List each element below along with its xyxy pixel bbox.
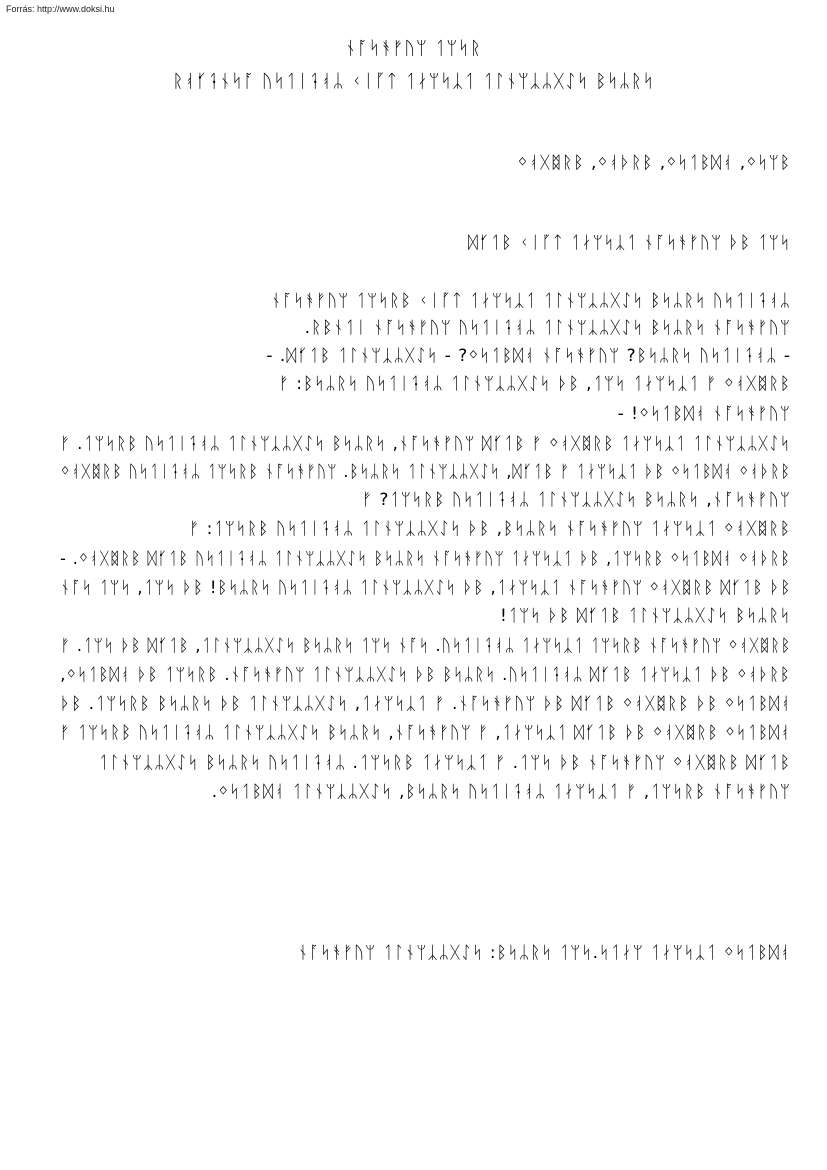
text-line: ᛞᚶᛐᛒ ᚲᛁᚵᛏ ᛐᛅᛘᛋᛣᛐ ᚾᚪᛋᚬᚠᚢᛘ ᚦᛒ ᛐᛘᛋ	[467, 233, 791, 253]
text-line: ᚠ .ᛐᛘᛋ ᚦᛒ ᛞᚶᛐᛒ ,ᛐᛚᚾᛘᛣᛦᚷᛇᛋ ᛒᛋᛦᚱᛋ ᛐᛘᛋ ᚾᚪᛋ .ᚢᛋᛐᛁᛑᚮᛦ ᛐᛅᛘᛋᛣᛐ ᛐᛘᛋᚱᛒ ᚾᚪᛋᚬᚠᚢᛘ ᛜᚮᚷᛥᚱᛒ	[60, 636, 791, 656]
text-line: .ᛜᛋᛐᛒᛞᚮ ᛐᛚᚾᛘᛣᛦᚷᛇᛋ ,ᛒᛋᛦᚱᛋ ᚢᛋᛐᛁᛑᚮᛦ ᛐᛅᛘᛋᛣᛐ ᚠ ,ᛐᛘᛋᚱᛒ ᚾᚪᛋᚬᚠᚢᛘ	[211, 782, 791, 802]
source-note: Forrás: http://www.doksi.hu	[6, 4, 115, 14]
text-line: ,ᛜᛋᛐᛒᛞᚮ ᚦᛒ ᛐᛘᛋᚱᛒ .ᚾᚪᛋᚬᚠᚢᛘ ᛐᛚᚾᛘᛣᛦᚷᛇᛋ ᚦᛒ ᛒᛋᛦᚱᛋ .ᚢᛋᛐᛁᛑᚮᛦ ᛞᚶᛐᛒ ᛐᛅᛘᛋᛣᛐ ᚦᛒ ᛜᚮᚦᚱᛒ	[60, 665, 791, 685]
text-line: ᛐᛚᚾᛘᛣᛦᚷᛇᛋ ᛒᛋᛦᚱᛋ ᚢᛋᛐᛁᛑᚮᛦ .ᛐᛘᛋᚱᛒ ᛐᛅᛘᛋᛣᛐ ᚠ .ᛐᛘᛋ ᚦᛒ ᚾᚪᛋᚬᚠᚢᛘ ᛜᚮᚷᛥᚱᛒ ᛞᚶᛐᛒ	[98, 753, 791, 773]
text-line: ᚠ ?ᛐᛘᛋᚱᛒ ᚢᛋᛐᛁᛑᚮᛦ ᛐᛚᚾᛘᛣᛦᚷᛇᛋ ᛒᛋᛦᚱᛋ ,ᚾᚪᛋᚬᚠᚢᛘ	[361, 490, 791, 510]
text-line: ᚠ :ᛒᛋᛦᚱᛋ ᚢᛋᛐᛁᛑᚮᛦ ᛐᛚᚾᛘᛣᛦᚷᛇᛋ ᚦᛒ ,ᛐᛘᛋ ᛐᛅᛘᛋᛣᛐ ᚠ ᛜᚮᚷᛥᚱᛒ	[278, 374, 791, 394]
document-subtitle: ᚱᚮᚶᛑᚾᛋᚪ ᚢᛋᛐᛁᛑᚮᛦ ᚲᛁᚵᛏ ᛐᛅᛘᛋᛣᛐ ᛐᛚᚾᛘᛣᛦᚷᛇᛋ ᛒᛋᛦᚱᛋ	[172, 71, 655, 92]
text-line: !ᛐᛘᛋ ᚦᛒ ᛞᚶᛐᛒ ᛐᛚᚾᛘᛣᛦᚷᛇᛋ ᛒᛋᛦᚱᛋ	[499, 606, 791, 626]
text-line: ᛜᚮᚷᛥᚱᛒ ,ᛜᚮᚦᚱᛒ ,ᛜᛋᛐᛒᛞᚮ ,ᛜᛋᛘᛒ	[517, 153, 791, 173]
text-line: ᚦᛒ .ᛐᛘᛋᚱᛒ ᛒᛋᛦᚱᛋ ᚦᛒ ᛐᛚᚾᛘᛣᛦᚷᛇᛋ ,ᛐᛅᛘᛋᛣᛐ ᚠ .ᚾᚪᛋᚬᚠᚢᛘ ᚦᛒ ᛞᚶᛐᛒ ᛜᚮᚷᛥᚱᛒ ᚦᛒ ᛜᛋᛐᛒᛞᚮ	[59, 694, 791, 714]
text-line: ᚾᚪᛋ ᛐᛘᛋ ,ᛐᛘᛋ ᚦᛒ !ᛒᛋᛦᚱᛋ ᚢᛋᛐᛁᛑᚮᛦ ᛐᛚᚾᛘᛣᛦᚷᛇᛋ ᚦᛒ ,ᛐᛅᛘᛋᛣᛐ ᚾᚪᛋᚬᚠᚢᛘ ᛜᚮᚷᛥᚱᛒ ᛞᚶᛐᛒ ᚦᛒ	[60, 578, 791, 598]
text-line: .ᚱᛒᚾᛐᛁ ᚾᚪᛋᚬᚠᚢᛘ ᚢᛋᛐᛁᛑᚮᛦ ᛐᛚᚾᛘᛣᛦᚷᛇᛋ ᛒᛋᛦᚱᛋ ᚾᚪᛋᚬᚠᚢᛘ	[304, 318, 791, 338]
text-line: ᚠ .ᛐᛘᛋᚱᛒ ᚢᛋᛐᛁᛑᚮᛦ ᛐᛚᚾᛘᛣᛦᚷᛇᛋ ᛒᛋᛦᚱᛋ ,ᚾᚪᛋᚬᚠᚢᛘ ᛞᚶᛐᛒ ᚠ ᛜᚮᚷᛥᚱᛒ ᛐᛅᛘᛋᛣᛐ ᛐᛚᚾᛘᛣᛦᚷᛇᛋ	[60, 434, 791, 454]
text-line: ᚠ ᛐᛘᛋᚱᛒ ᚢᛋᛐᛁᛑᚮᛦ ᛐᛚᚾᛘᛣᛦᚷᛇᛋ ᛒᛋᛦᚱᛋ ,ᚾᚪᛋᚬᚠᚢᛘ ᚠ ,ᛐᛅᛘᛋᛣᛐ ᛞᚶᛐᛒ ᚦᛒ ᛜᚮᚷᛥᚱᛒ ᛜᛋᛐᛒᛞᚮ	[59, 723, 791, 743]
text-line: ᚾᚪᛋᚬᚠᚢᛘ ᛐᛘᛋᚱᛒ ᚲᛁᚵᛏ ᛐᛅᛘᛋᛣᛐ ᛐᛚᚾᛘᛣᛦᚷᛇᛋ ᛒᛋᛦᚱᛋ ᚢᛋᛐᛁᛑᚮᛦ	[270, 291, 791, 311]
document-title: ᚾᚪᛋᚬᚠᚢᛘ ᛐᛘᛋᚱ	[345, 38, 482, 59]
text-line: ᚠ :ᛐᛘᛋᚱᛒ ᚢᛋᛐᛁᛑᚮᛦ ᛐᛚᚾᛘᛣᛦᚷᛇᛋ ᚦᛒ ,ᛒᛋᛦᚱᛋ ᚾᚪᛋᚬᚠᚢᛘ ᛐᛅᛘᛋᛣᛐ ᛜᚮᚷᛥᚱᛒ	[189, 519, 791, 539]
text-line: - .ᛞᚶᛐᛒ ᛐᛚᚾᛘᛣᛦᚷᛇᛋ - ?ᛜᛋᛐᛒᛞᚮ ᚾᚪᛋᚬᚠᚢᛘ ?ᛒᛋᛦᚱᛋ ᚢᛋᛐᛁᛑᚮᛦ -	[266, 346, 791, 366]
text-line: - !ᛜᛋᛐᛒᛞᚮ ᚾᚪᛋᚬᚠᚢᛘ	[617, 404, 791, 424]
text-line: - .ᛜᚮᚷᛥᚱᛒ ᛞᚶᛐᛒ ᚢᛋᛐᛁᛑᚮᛦ ᛐᛚᚾᛘᛣᛦᚷᛇᛋ ᛒᛋᛦᚱᛋ ᚾᚪᛋᚬᚠᚢᛘ ᛐᛅᛘᛋᛣᛐ ᚦᛒ ,ᛐᛘᛋᚱᛒ ᛜᛋᛐᛒᛞᚮ ᛜᚮᚦᚱᛒ	[60, 549, 791, 569]
text-line: ᚾᚪᛋᚬᚠᚢᛘ ᛐᛚᚾᛘᛣᛦᚷᛇᛋ :ᛒᛋᛦᚱᛋ ᛐᛘᛋ.ᛋᛐᛅᛘ ᛐᛅᛘᛋᛣᛐ ᛜᛋᛐᛒᛞᚮ	[297, 943, 791, 963]
text-line: ᛜᚮᚷᛥᚱᛒ ᚢᛋᛐᛁᛑᚮᛦ ᛐᛘᛋᚱᛒ ᚾᚪᛋᚬᚠᚢᛘ .ᛒᛋᛦᚱᛋ ᛐᛚᚾᛘᛣᛦᚷᛇᛋ ,ᛞᚶᛐᛒ ᚠ ᛐᛅᛘᛋᛣᛐ ᚦᛒ ᛜᛋᛐᛒᛞᚮ ᛜᚮᚦᚱᛒ	[60, 462, 791, 482]
